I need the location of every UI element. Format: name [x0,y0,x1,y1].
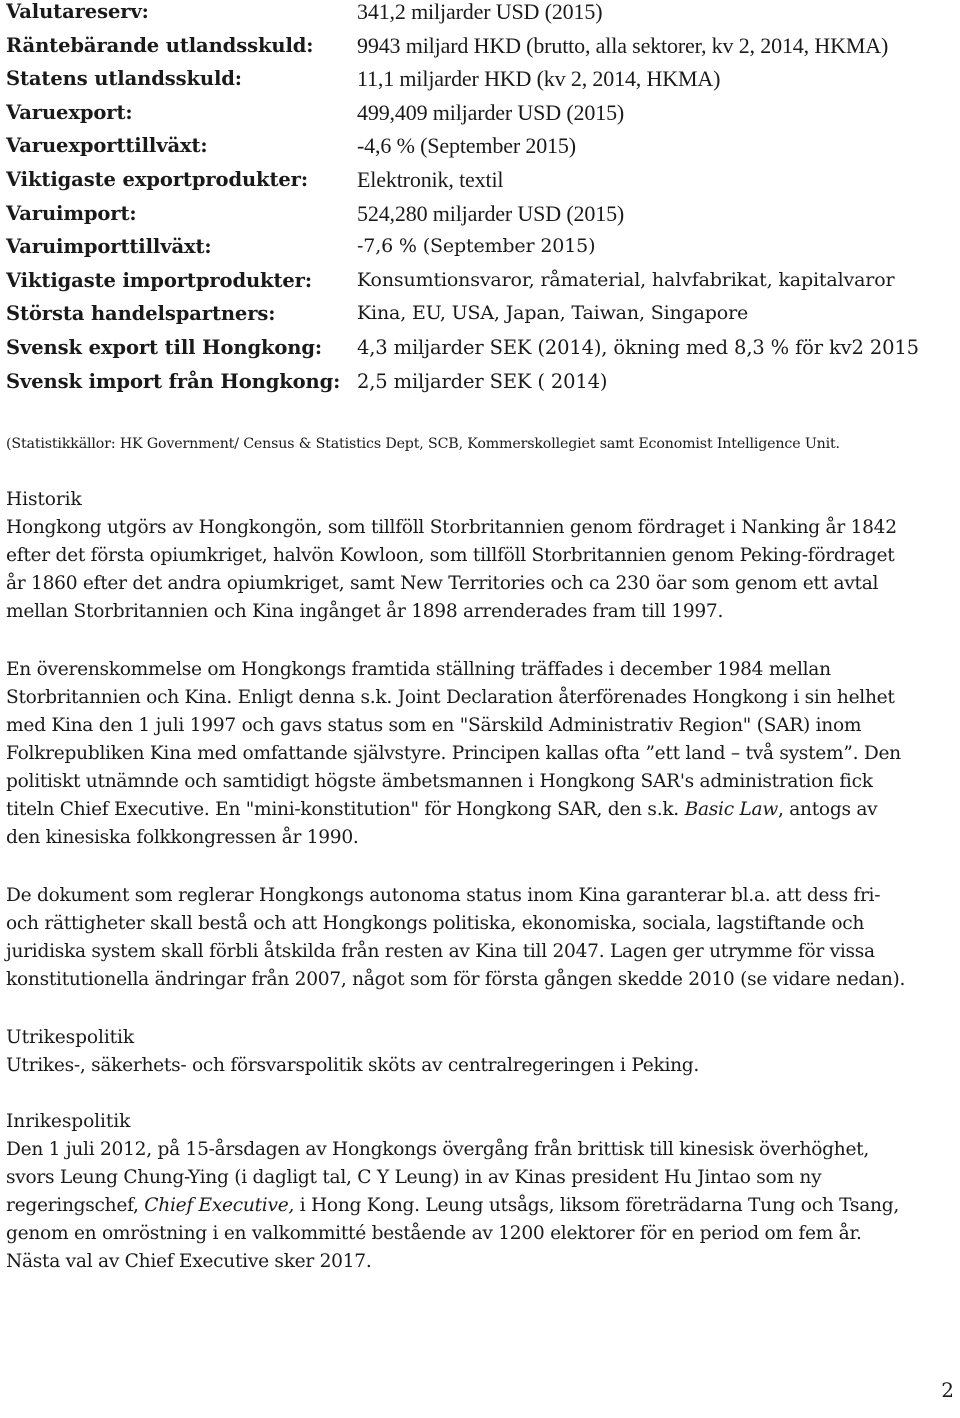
fact-label: Varuexport: [6,100,133,124]
text-line [6,796,956,824]
text-line: Den 1 juli 2012, på 15-årsdagen av Hongkongs övergång från brittisk till kinesisk överhöghet, [6,1139,870,1160]
text-line: politiskt utnämnde och samtidigt högste ämbetsmannen i Hongkong SAR's administration fick [6,771,873,792]
text-line: Hongkong utgörs av Hongkongön, som tillföll Storbritannien genom fördraget i Nanking år 1842 [6,517,897,538]
fact-value: 4,3 miljarder SEK (2014), ökning med 8,3 % för kv2 2015 [357,335,919,359]
fact-label: Valutareserv: [6,0,149,23]
fact-value: 11,1 miljarder HKD (kv 2, 2014, HKMA) [357,66,721,92]
fact-label: Varuexporttillväxt: [6,134,208,158]
text-line [6,1192,956,1220]
fact-row [6,297,956,331]
text-line: år 1860 efter det andra opiumkriget, samt New Territories och ca 230 öar som genom ett avtal [6,573,879,594]
fact-value: -7,6 % (September 2015) [357,235,596,258]
text-line: Storbritannien och Kina. Enligt denna s.k. Joint Declaration återförenades Hongkong i sin helhet [6,687,895,708]
fact-label: Varuimporttillväxt: [6,235,212,259]
fact-label: Viktigaste importprodukter: [6,268,312,292]
text-line: juridiska system skall förbli åtskilda från resten av Kina till 2047. Lagen ger utrymme för vissa [6,941,875,962]
text-line: den kinesiska folkkongressen år 1990. [6,827,359,848]
text-line: Folkrepubliken Kina med omfattande självstyre. Principen kallas ofta ”ett land – två system”. Den [6,743,901,764]
text-segment: , antogs av [777,799,878,820]
fact-label: Viktigaste exportprodukter: [6,167,308,191]
fact-row [6,365,956,399]
fact-row [6,129,956,163]
fact-label: Räntebärande utlandsskuld: [6,33,314,57]
fact-label: Största handelspartners: [6,302,276,326]
page-number: 2 [941,1378,954,1402]
text-line: konstitutionella ändringar från 2007, något som för första gången skedde 2010 (se vidare nedan). [6,969,906,990]
text-segment: regeringschef, [6,1195,145,1216]
fact-value: 524,280 miljarder USD (2015) [357,200,625,226]
facts-table [6,0,956,398]
text-line: Utrikes-, säkerhets- och försvarspolitik sköts av centralregeringen i Peking. [6,1055,700,1076]
fact-row [6,264,956,298]
text-line: efter det första opiumkriget, halvön Kowloon, som tillföll Storbritannien genom Peking-fördraget [6,545,895,566]
fact-value: 341,2 miljarder USD (2015) [357,0,603,24]
fact-row [6,197,956,231]
paragraph-historik-2 [6,656,956,852]
text-line: De dokument som reglerar Hongkongs autonoma status inom Kina garanterar bl.a. att dess fri- [6,885,881,906]
text-segment: titeln Chief Executive. En "mini-konstitution" för Hongkong SAR, den s.k. [6,799,685,820]
text-line: genom en omröstning i en valkommitté bestående av 1200 elektorer för en period om fem år. [6,1223,862,1244]
text-line: och rättigheter skall bestå och att Hongkongs politiska, ekonomiska, sociala, lagstiftande och [6,913,865,934]
fact-value: 9943 miljard HKD (brutto, alla sektorer, kv 2, 2014, HKMA) [357,32,889,58]
heading-historik: Historik [6,489,82,510]
fact-row [6,230,956,264]
fact-label: Statens utlandsskuld: [6,67,242,91]
fact-label: Varuimport: [6,201,137,225]
fact-row [6,96,956,130]
fact-value: 2,5 miljarder SEK ( 2014) [357,369,608,393]
text-line: svors Leung Chung-Ying (i dagligt tal, C Y Leung) in av Kinas president Hu Jintao som ny [6,1167,822,1188]
fact-value: Kina, EU, USA, Japan, Taiwan, Singapore [357,302,749,325]
text-line: med Kina den 1 juli 1997 och gavs status som en "Särskild Administrativ Region" (SAR) inom [6,715,862,736]
fact-value: -4,6 % (September 2015) [357,133,576,159]
text-line: Nästa val av Chief Executive sker 2017. [6,1251,372,1272]
text-segment: i Hong Kong. Leung utsågs, liksom företrädarna Tung och Tsang, [294,1195,899,1216]
fact-value: Konsumtionsvaror, råmaterial, halvfabrikat, kapitalvaror [357,268,895,291]
paragraph-utrikespolitik [6,1052,956,1080]
heading-utrikespolitik: Utrikespolitik [6,1027,135,1048]
fact-row [6,29,956,63]
source-note: (Statistikkällor: HK Government/ Census & Statistics Dept, SCB, Kommerskollegiet samt Economist Intelligence Unit. [6,436,840,452]
chief-executive-italic: Chief Executive, [144,1195,295,1216]
fact-row [6,331,956,365]
fact-row [6,163,956,197]
fact-row [6,62,956,96]
fact-value: 499,409 miljarder USD (2015) [357,99,625,125]
paragraph-inrikespolitik [6,1136,956,1276]
fact-label: Svensk import från Hongkong: [6,369,341,393]
paragraph-historik-1 [6,514,956,626]
text-line: En överenskommelse om Hongkongs framtida ställning träffades i december 1984 mellan [6,659,831,680]
fact-row [6,0,956,29]
heading-inrikespolitik: Inrikespolitik [6,1111,131,1132]
fact-value: Elektronik, textil [357,166,504,192]
basic-law-italic: Basic Law [684,799,778,820]
text-line: mellan Storbritannien och Kina ingånget år 1898 arrenderades fram till 1997. [6,601,724,622]
paragraph-historik-3 [6,882,956,994]
fact-label: Svensk export till Hongkong: [6,335,323,359]
